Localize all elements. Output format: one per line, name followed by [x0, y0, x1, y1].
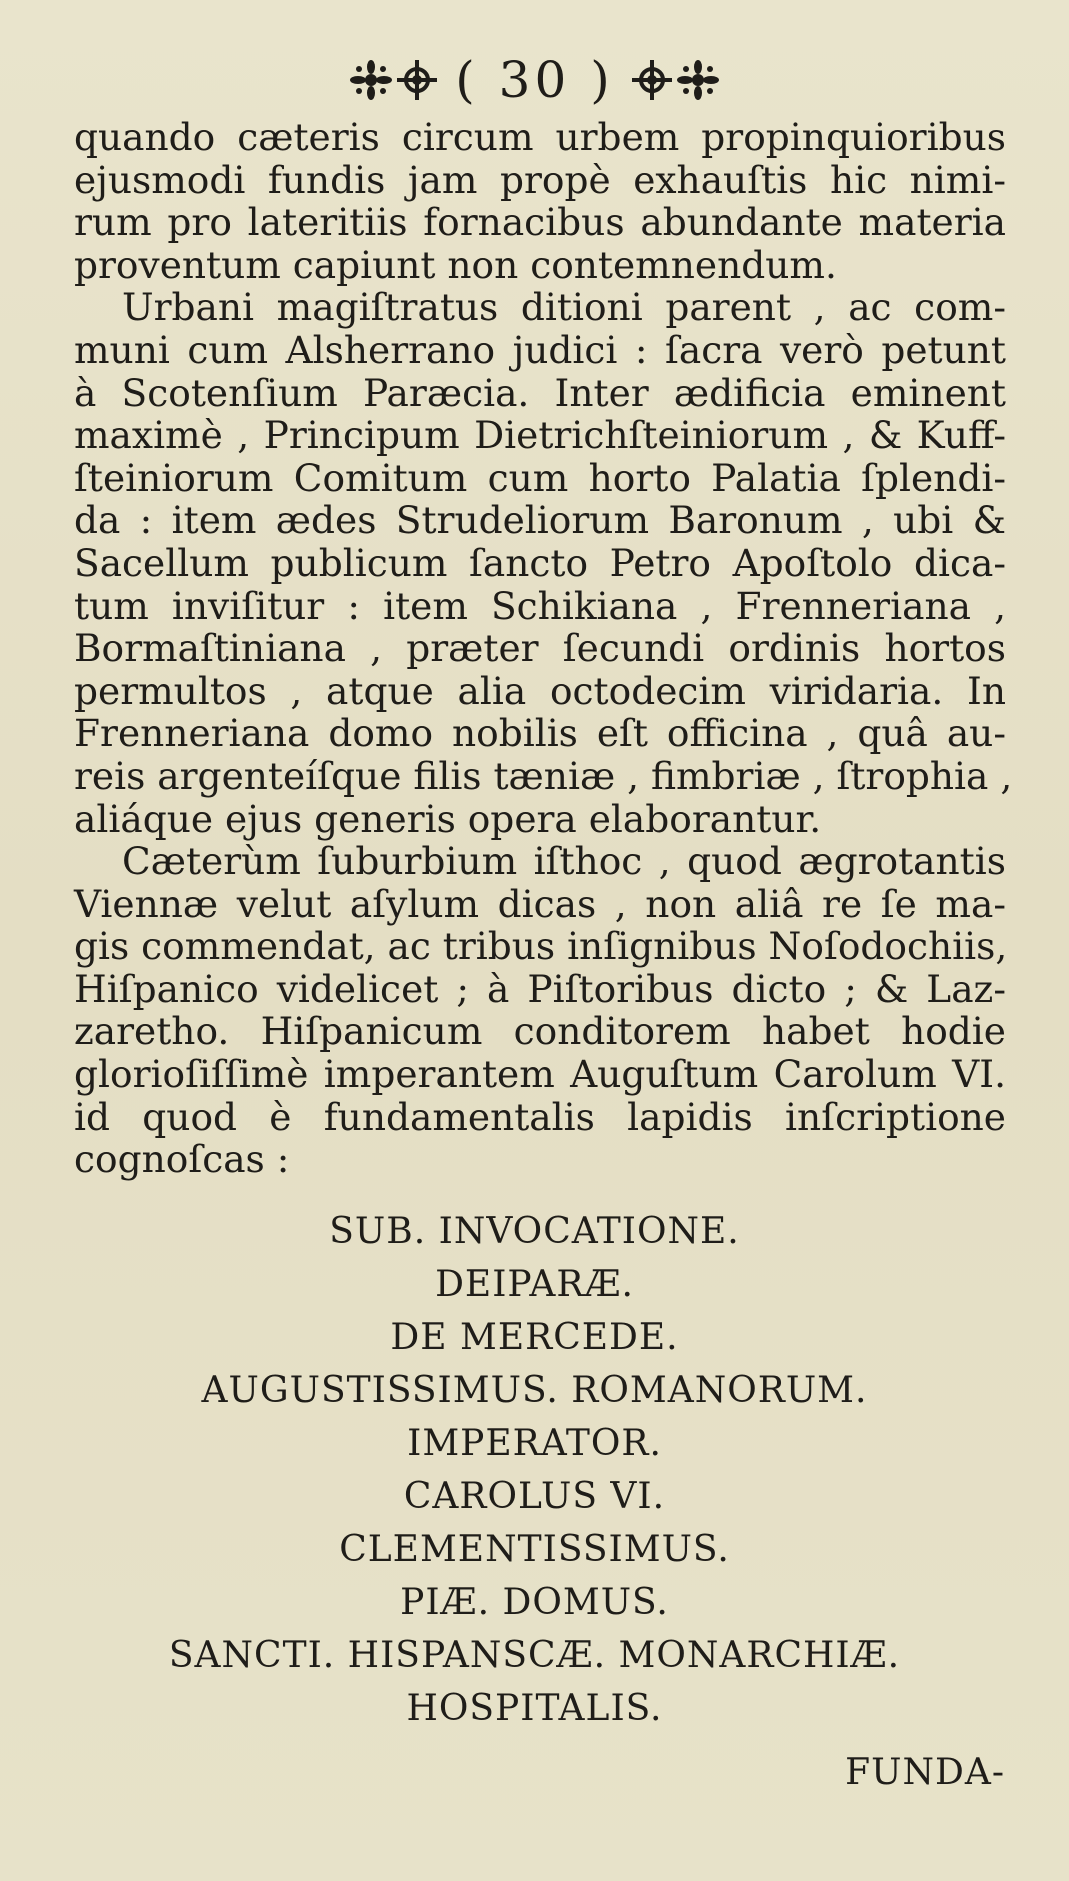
- inscription-line: CAROLUS VI.: [403, 1476, 666, 1517]
- body-line: tum inviſitur : item Schikiana , Frenneriana ,: [74, 583, 1006, 628]
- body-line: reis argenteíſque filis tæniæ , fimbriæ , ſtrophia ,: [74, 753, 1013, 798]
- body-line: aliáque ejus generis opera elaborantur.: [74, 796, 822, 841]
- inscription-line: PIÆ. DOMUS.: [400, 1582, 669, 1623]
- inscription-line: IMPERATOR.: [407, 1423, 662, 1464]
- inscription-line: SANCTI. HISPANSCÆ. MONARCHIÆ.: [168, 1635, 901, 1676]
- body-line: Hiſpanico videlicet ; à Piſtoribus dicto ; & Laz-: [74, 966, 1006, 1011]
- body-line: Viennæ velut aſylum dicas , non aliâ re ſe ma-: [74, 881, 1006, 926]
- inscription-line: DEIPARÆ.: [435, 1264, 634, 1305]
- body-line: Sacellum publicum ſancto Petro Apoſtolo dica-: [74, 540, 1006, 585]
- inscription-line: SUB. INVOCATIONE.: [329, 1211, 740, 1252]
- body-line: muni cum Alsherrano judici : ſacra verò petunt: [74, 327, 1006, 372]
- body-line: Urbani magiſtratus ditioni parent , ac com-: [122, 285, 1006, 330]
- body-line: à Scotenſium Paræcia. Inter ædificia eminent: [74, 370, 1006, 415]
- inscription-line: HOSPITALIS.: [406, 1688, 663, 1729]
- inscription-line: AUGUSTISSIMUS. ROMANORUM.: [201, 1370, 868, 1411]
- inscription-line: DE MERCEDE.: [390, 1317, 679, 1358]
- page-number: ( 30 ): [455, 51, 614, 109]
- body-line: id quod è fundamentalis lapidis inſcriptione: [74, 1094, 1006, 1139]
- inscription-block: [0, 1205, 1069, 1735]
- body-line: ejusmodi fundis jam propè exhauſtis hic nimi-: [74, 157, 1006, 202]
- body-line: ſteiniorum Comitum cum horto Palatia ſplendi-: [74, 455, 1006, 500]
- body-line: gis commendat, ac tribus inſignibus Noſodochiis,: [74, 924, 1008, 969]
- body-line: glorioſiſſimè imperantem Auguſtum Carolum VI.: [74, 1052, 1006, 1097]
- body-line: cognoſcas :: [74, 1137, 290, 1182]
- body-text: [74, 115, 1013, 1182]
- body-line: rum pro lateritiis fornacibus abundante materia: [74, 200, 1006, 245]
- inscription-line: CLEMENTISSIMUS.: [339, 1529, 730, 1570]
- body-line: da : item ædes Strudeliorum Baronum , ubi &: [74, 498, 1006, 543]
- body-line: zaretho. Hiſpanicum conditorem habet hodie: [74, 1009, 1006, 1054]
- body-line: quando cæteris circum urbem propinquioribus: [74, 115, 1006, 159]
- body-line: Frenneriana domo nobilis eſt officina , quâ au-: [74, 711, 1006, 756]
- catchword: FUNDA-: [845, 1752, 1005, 1793]
- floral-ornament-icon: [632, 60, 720, 100]
- body-line: maximè , Principum Dietrichſteiniorum , & Kuff-: [74, 413, 1006, 458]
- body-line: Bormaſtiniana , præter ſecundi ordinis hortos: [74, 626, 1006, 671]
- floral-ornament-icon: [349, 60, 437, 100]
- body-line: Cæterùm ſuburbium iſthoc , quod ægrotantis: [122, 839, 1006, 884]
- page-header: [0, 44, 1069, 116]
- body-line: proventum capiunt non contemnendum.: [74, 242, 837, 287]
- body-line: permultos , atque alia octodecim viridaria. In: [74, 668, 1006, 713]
